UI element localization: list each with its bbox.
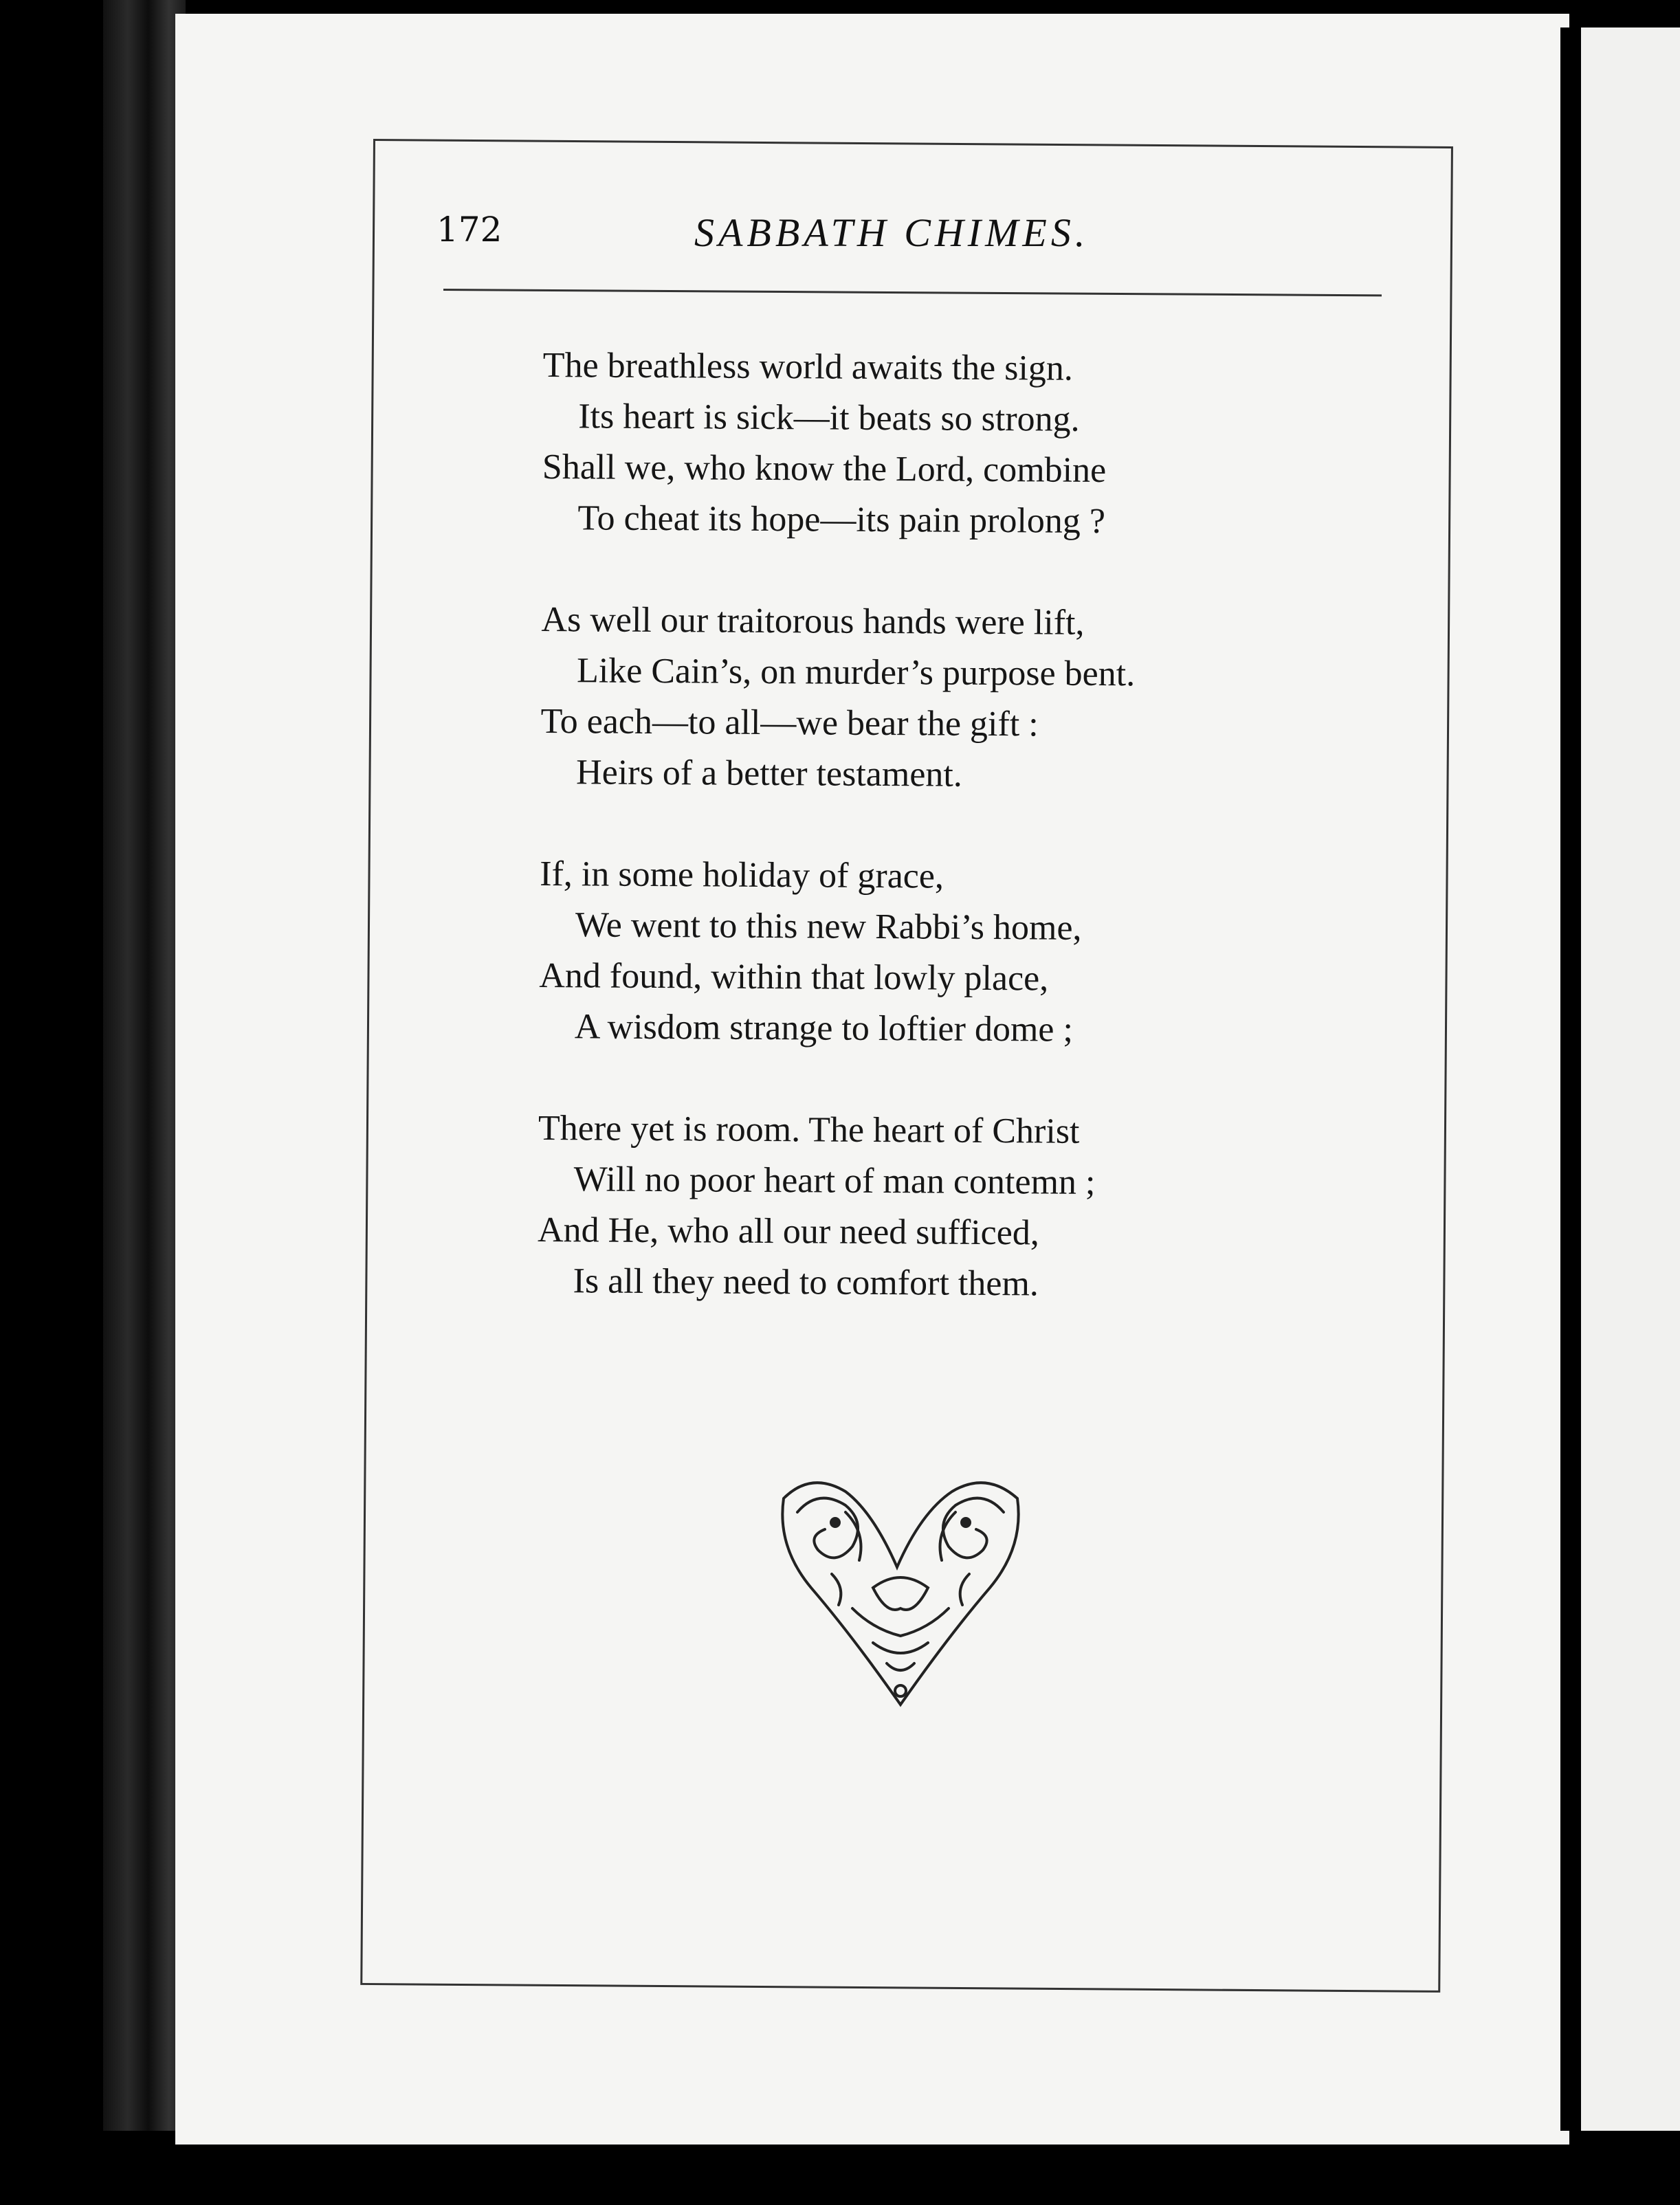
poem-line: Will no poor heart of man contemn ; xyxy=(573,1160,1096,1202)
poem-line: And found, within that lowly place, xyxy=(539,955,1049,999)
poem xyxy=(537,340,1402,1363)
poem-line: Is all they need to comfort them. xyxy=(573,1261,1039,1304)
floral-ornament-icon xyxy=(770,1471,1031,1718)
facing-page-edge xyxy=(1581,27,1680,2131)
book-spine-edge xyxy=(103,0,186,2131)
poem-line: As well our traitorous hands were lift, xyxy=(541,599,1085,643)
page-number: 172 xyxy=(436,210,502,250)
poem-line: And He, who all our need sufficed, xyxy=(537,1210,1039,1253)
poem-line: Heirs of a better testament. xyxy=(575,753,962,795)
page-gutter xyxy=(1560,27,1581,2131)
poem-line: We went to this new Rabbi’s home, xyxy=(575,905,1082,948)
poem-line: Shall we, who know the Lord, combine xyxy=(542,447,1107,491)
stanza-4 xyxy=(537,1103,1397,1312)
poem-line: Like Cain’s, on murder’s purpose bent. xyxy=(576,651,1136,694)
poem-line: There yet is room. The heart of Christ xyxy=(538,1108,1080,1151)
stanza-2 xyxy=(540,595,1401,804)
poem-line: To cheat its hope—its pain prolong ? xyxy=(577,498,1106,542)
poem-line: The breathless world awaits the sign. xyxy=(542,345,1074,388)
poem-line: A wisdom strange to loftier dome ; xyxy=(574,1007,1074,1050)
running-head: SABBATH CHIMES. xyxy=(694,210,1090,255)
poem-line: To each—to all—we bear the gift : xyxy=(540,701,1039,744)
stanza-1 xyxy=(542,340,1402,549)
poem-line: If, in some holiday of grace, xyxy=(540,854,944,896)
stanza-3 xyxy=(539,849,1400,1058)
poem-line: Its heart is sick—it beats so strong. xyxy=(578,397,1080,439)
